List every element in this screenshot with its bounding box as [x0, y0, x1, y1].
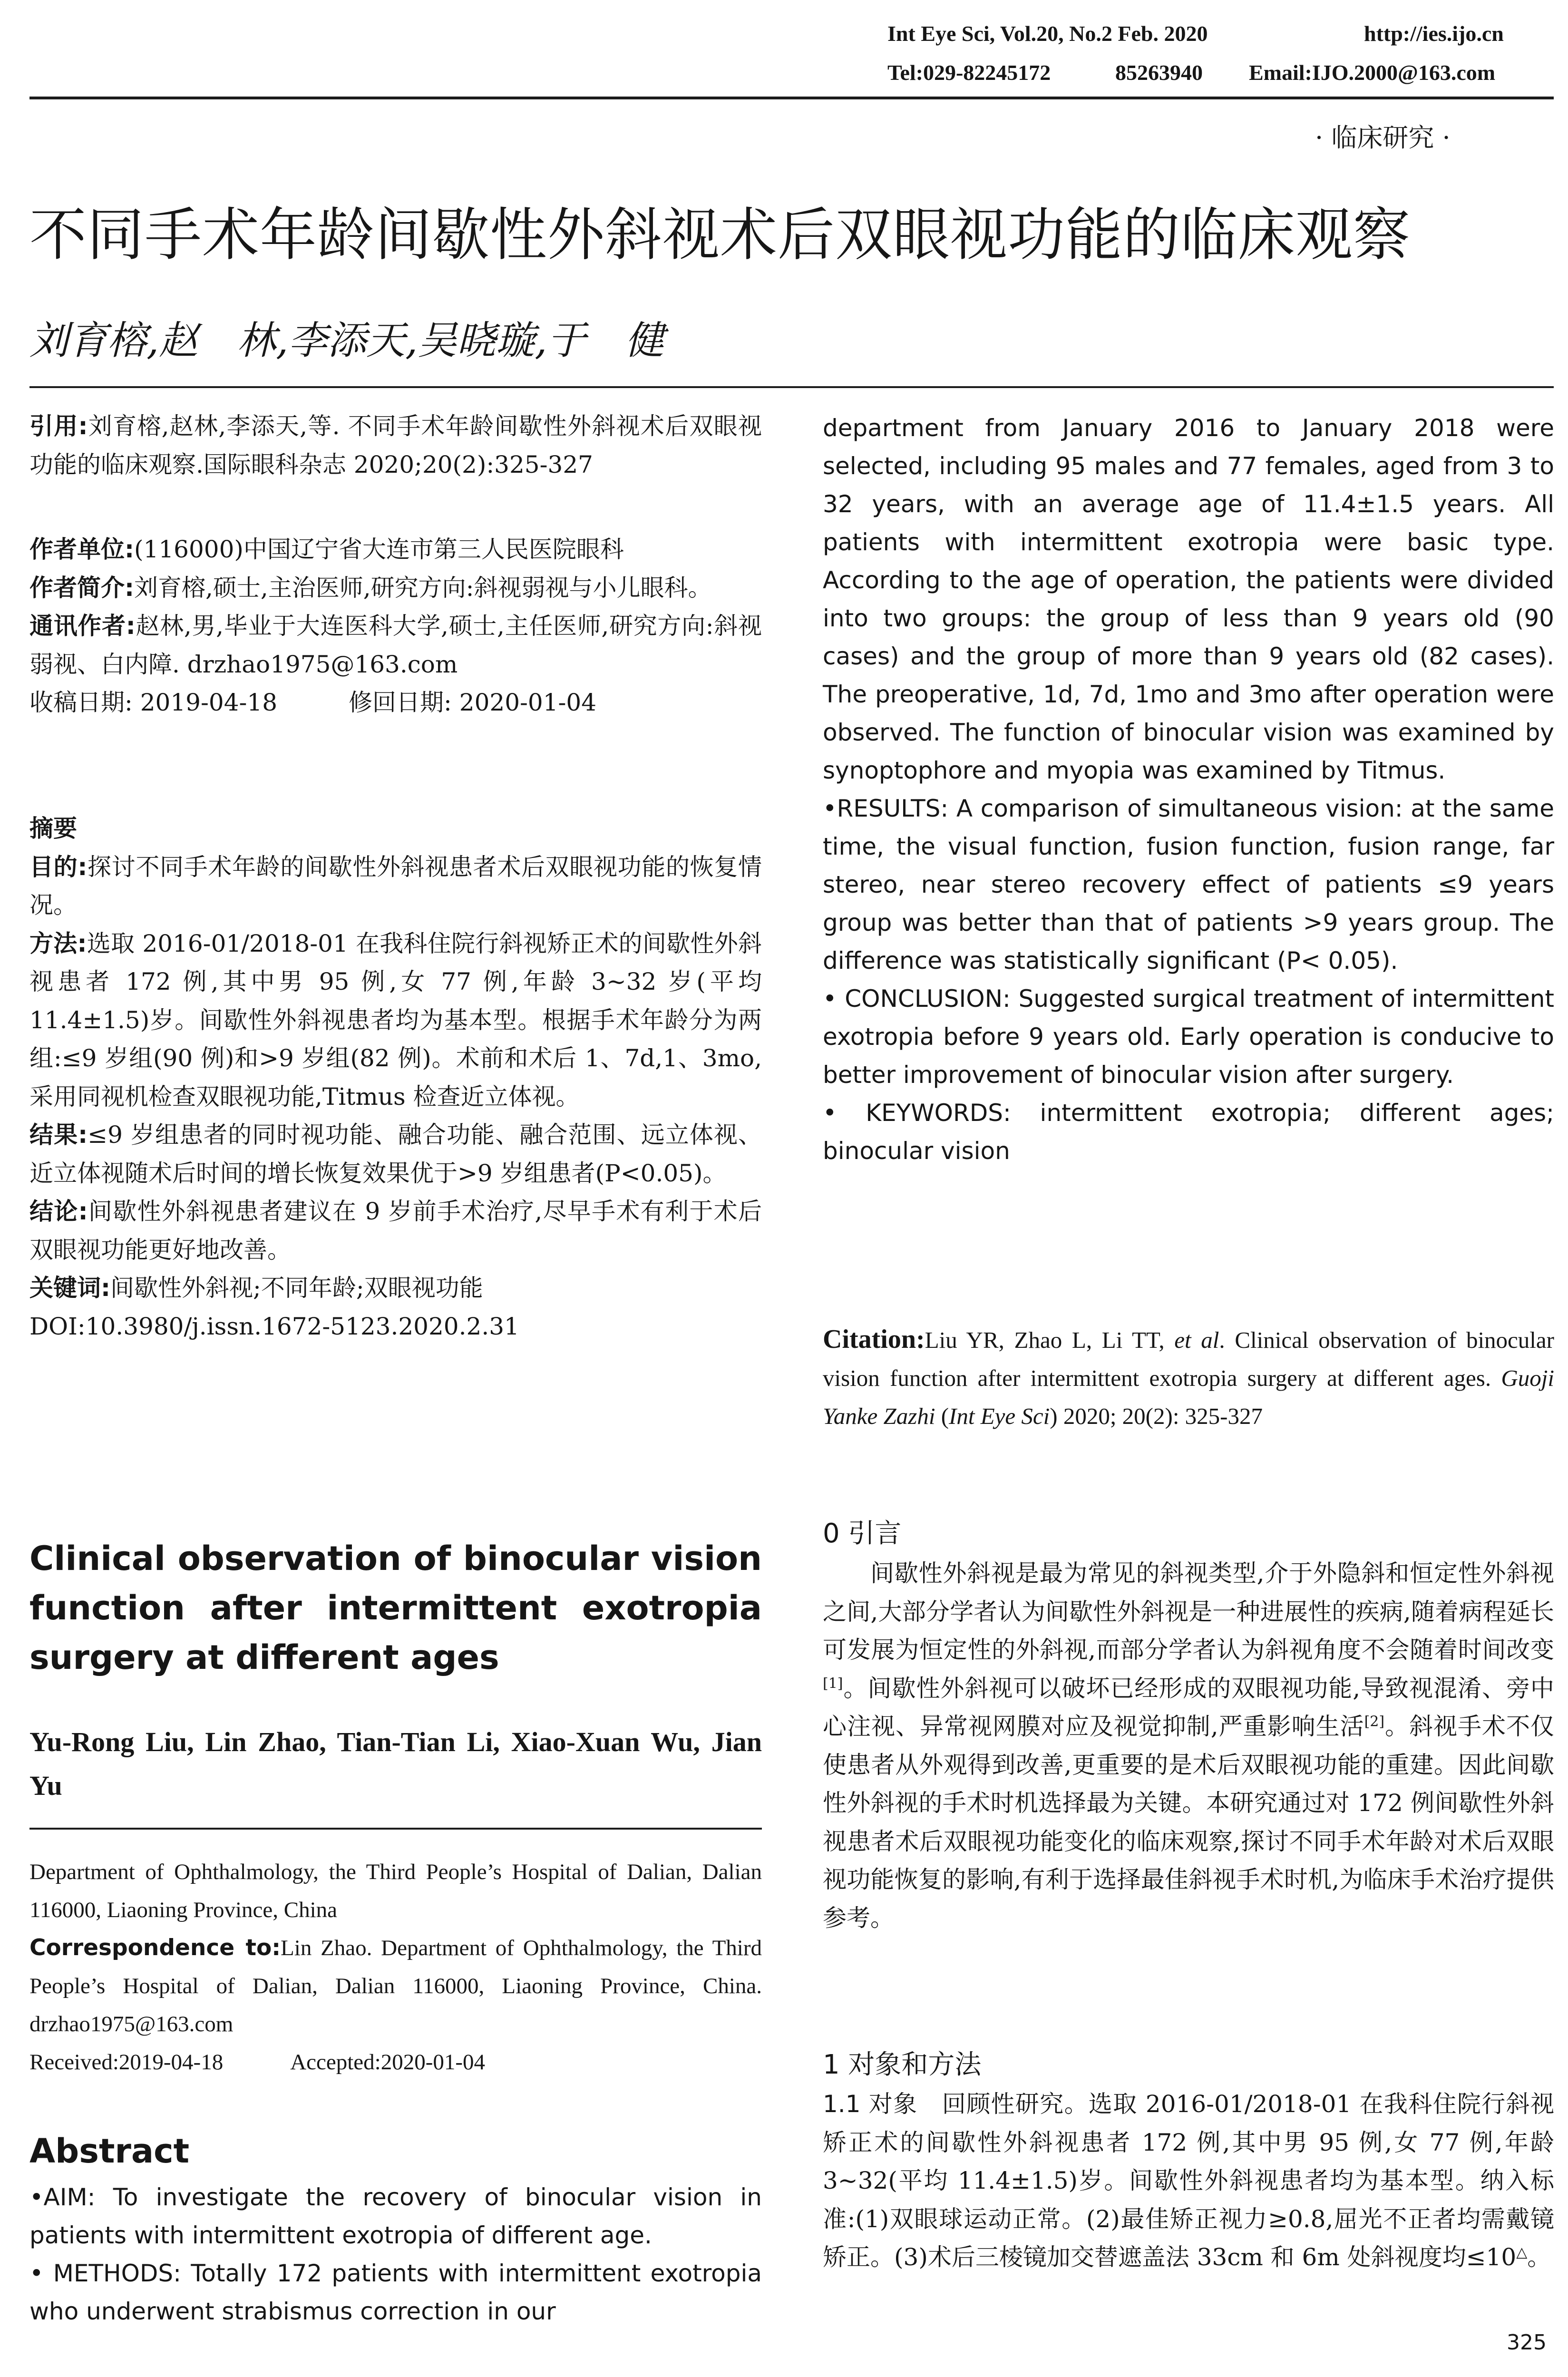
english-title: Clinical observation of binocular vision function after intermittent exotropia surgery at different ages — [29, 1539, 762, 1677]
journal-tel2: 85263940 — [1115, 60, 1203, 85]
english-rule — [29, 1828, 762, 1830]
abstract-en-start: •AIM: To investigate the recovery of binocular vision in patients with intermittent exotropia of different age. • METHODS: Totally 172 patients with intermittent exotropia who underwent strabismus correction in our — [29, 2183, 762, 2325]
journal-url: http://ies.ijo.cn — [1364, 21, 1504, 46]
author-list: 刘育榕,赵 林,李添天,吴晓璇,于 健 — [29, 318, 664, 363]
author-info: 作者单位:(116000)中国辽宁省大连市第三人民医院眼科 作者简介:刘育榕,硕士,主治医师,研究方向:斜视弱视与小儿眼科。 通讯作者:赵林,男,毕业于大连医科大学,硕士,主任医师,研究方向:斜视弱视、白内障. drzhao1975@163.com 收稿日期: 2019-04-18 修回日期: 2020-01-04 — [29, 536, 762, 716]
citation-cn: 引用:刘育榕,赵林,李添天,等. 不同手术年龄间歇性外斜视术后双眼视功能的临床观察.国际眼科杂志 2020;20(2):325-327 — [29, 412, 762, 478]
column-label: · 临床研究 · — [1315, 123, 1451, 153]
journal-email: Email:IJO.2000@163.com — [1249, 60, 1496, 85]
english-affiliation: Department of Ophthalmology, the Third People’s Hospital of Dalian, Dalian 116000, Liaoning Province, China Correspondence to:Lin Zhao. Department of Ophthalmology, the Third People’s Hospital of Dalian, Dalian 116000, Liaoning Province, China. drzhao1975@163.com Received:2019-04-18 Accepted:2020-01-04 — [29, 1860, 762, 2075]
intro-heading: 0 引言 — [823, 1518, 902, 1549]
title-rule — [29, 386, 1554, 388]
citation-en: Citation:Liu YR, Zhao L, Li TT, et al. Clinical observation of binocular vision function after intermittent exotropia surgery at different ages. Guoji Yanke Zazhi (Int Eye Sci) 2020; 20(2): 325-327 — [823, 1325, 1554, 1429]
abstract-en-cont: department from January 2016 to January 2018 were selected, including 95 males and 77 females, aged from 3 to 32 years, with an average age of 11.4±1.5 years. All patients with intermittent exotropia were basic type. According to the age of operation, the patients were divided into two groups: the group of less than 9 years old (90 cases) and the group of more than 9 years old (82 cases). The preoperative, 1d, 7d, 1mo and 3mo after operation were observed. The function of binocular vision was examined by synoptophore and myopia was examined by Titmus. •RESULTS: A comparison of simultaneous vision: at the same time, the visual function, fusion function, fusion range, far stereo, near stereo recovery effect of patients ≤9 years group was better than that of patients >9 years group. The difference was statistically significant (P< 0.05). • CONCLUSION: Suggested surgical treatment of intermittent exotropia before 9 years old. Early operation is conducive to better improvement of binocular vision after surgery. • KEYWORDS: intermittent exotropia; different ages; binocular vision — [823, 414, 1554, 1165]
journal-tel: Tel:029-82245172 — [887, 60, 1051, 85]
journal-info: Int Eye Sci, Vol.20, No.2 Feb. 2020 — [887, 21, 1208, 46]
english-authors: Yu-Rong Liu, Lin Zhao, Tian-Tian Li, Xiao-Xuan Wu, Jian Yu — [29, 1726, 762, 1801]
paper-title: 不同手术年龄间歇性外斜视术后双眼视功能的临床观察 — [29, 202, 1411, 268]
abstract-cn: 摘要 目的:探讨不同手术年龄的间歇性外斜视患者术后双眼视功能的恢复情况。 方法:选取 2016-01/2018-01 在我科住院行斜视矫正术的间歇性外斜视患者 172 例,其中男 95 例,女 77 例,年龄 3~32 岁(平均 11.4±1.5)岁。间歇性外斜视患者均为基本型。根据手术年龄分为两组:≤9 岁组(90 例)和>9 岁组(82 例)。术前和术后 1、7d,1、3mo,采用同视机检查双眼视功能,Titmus 检查近立体视。 结果:≤9 岁组患者的同时视功能、融合功能、融合范围、远立体视、近立体视随术后时间的增长恢复效果优于>9 岁组患者(P<0.05)。 结论:间歇性外斜视患者建议在 9 岁前手术治疗,尽早手术有利于术后双眼视功能更好地改善。 关键词:间歇性外斜视;不同年龄;双眼视功能 DOI:10.3980/j.issn.1672-5123.2020.2.31 — [29, 809, 762, 1345]
abstract-en-heading: Abstract — [29, 2132, 190, 2171]
doi: DOI:10.3980/j.issn.1672-5123.2020.2.31 — [29, 1312, 519, 1340]
page-number: 325 — [1507, 2330, 1547, 2355]
header-rule — [29, 97, 1554, 99]
methods-heading: 1 对象和方法 — [823, 2049, 982, 2080]
object-paragraph: 1.1 对象 回顾性研究。选取 2016-01/2018-01 在我科住院行斜视矫正术的间歇性外斜视患者 172 例,其中男 95 例,女 77 例,年龄 3~32(平均 11.4±1.5)岁。间歇性外斜视患者均为基本型。纳入标准:(1)双眼球运动正常。(2)最佳矫正视力≥0.8,屈光不正者均需戴镜矫正。(3)术后三棱镜加交替遮盖法 33cm 和 6m 处斜视度均≤10△。 — [823, 2090, 1554, 2271]
abstract-cn-heading: 摘要 — [29, 815, 77, 842]
intro-paragraph: 间歇性外斜视是最为常见的斜视类型,介于外隐斜和恒定性外斜视之间,大部分学者认为间歇性外斜视是一种进展性的疾病,随着病程延长可发展为恒定性的外斜视,而部分学者认为斜视角度不会随着时间改变[1]。间歇性外斜视可以破坏已经形成的双眼视功能,导致视混淆、旁中心注视、异常视网膜对应及视觉抑制,严重影响生活[2]。斜视手术不仅使患者从外观得到改善,更重要的是术后双眼视功能的重建。因此间歇性外斜视的手术时机选择最为关键。本研究通过对 172 例间歇性外斜视患者术后双眼视功能变化的临床观察,探讨不同手术年龄对术后双眼视功能恢复的影响,有利于选择最佳斜视手术时机,为临床手术治疗提供参考。 — [823, 1559, 1554, 1932]
